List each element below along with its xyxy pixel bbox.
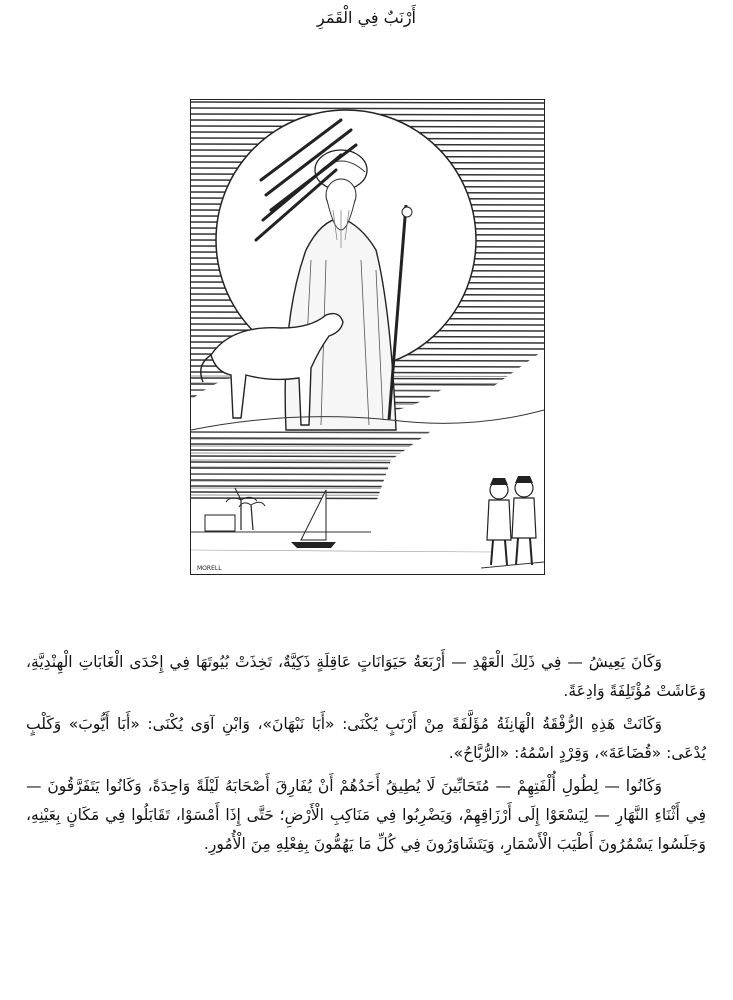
paragraph-1: وَكَانَ يَعِيشُ — فِي ذَلِكَ الْعَهْدِ — أَرْبَعَةُ حَيَوَانَاتٍ عَاقِلَةٍ ذَكِيَّةٌ، تَخِذَتْ بُيُوتَهَا فِي إِحْدَى الْغَابَاتِ الْهِنْدِيَّةِ، وَعَاشَتْ مُؤْتَلِفَةً وَادِعَةً. <box>26 653 706 700</box>
page-title: أَرْنَبٌ فِي الْقَمَرِ <box>317 8 416 27</box>
illustration <box>190 99 545 575</box>
story-text <box>26 648 706 863</box>
artist-signature: MORELL <box>197 565 222 572</box>
engraving-drawing <box>191 100 544 574</box>
paragraph-3: وَكَانُوا — لِطُولِ أُلْفَتِهِمْ — مُتَحَابِّينَ لَا يُطِيقُ أَحَدُهُمْ أَنْ يُفَارِقَ أَصْحَابَهُ لَيْلَةً وَاحِدَةً، وَكَانُوا يَتَفَرَّقُونَ — فِي أَثْنَاءِ النَّهَارِ — لِيَسْعَوْا إِلَى أَرْزَاقِهِمْ، وَيَضْرِبُوا فِي مَنَاكِبِ الْأَرْضِ؛ حَتَّى إِذَا أَمْسَوْا، تَقَابَلُوا فِي مَكَانٍ بِعَيْنِهِ، وَجَلَسُوا يَسْمُرُونَ أَطْيَبَ الْأَسْمَارِ، وَيَتَشَاوَرُونَ فِي كُلِّ مَا يَهُمُّونَ بِفِعْلِهِ مِنَ الْأُمُورِ. <box>26 777 706 853</box>
paragraph-2: وَكَانَتْ هَذِهِ الرُّفْقَةُ الْهَانِئَةُ مُؤَلَّفَةً مِنْ أَرْنَبٍ يُكْنَى: «أَبَا نَبْهَانَ»، وَابْنِ آوَى يُكْنَى: «أَبَا أَيُّوبَ» وَكَلْبٍ يُدْعَى: «قُضَاعَةَ»، وَقِرْدٍ اسْمُهُ: «الرُّبَّاحُ». <box>26 715 706 762</box>
